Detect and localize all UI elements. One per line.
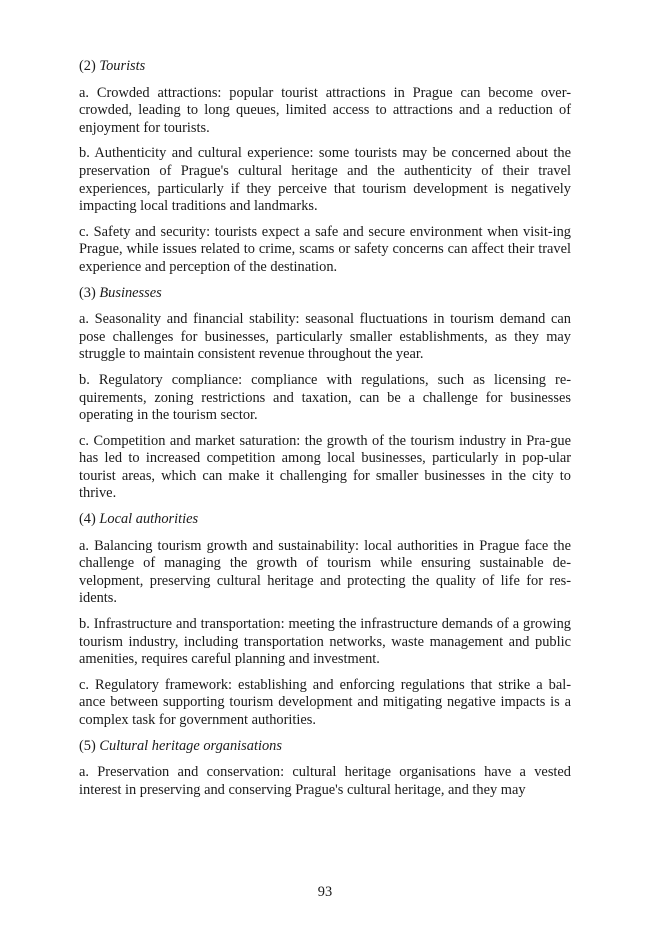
section-number: (4) [79, 511, 96, 528]
section-heading-businesses [79, 285, 571, 303]
paragraph: c. Regulatory framework: establishing and enforcing regulations that strike a bal-ance between supporting tourism development and mitigating negative impacts is a complex task for government authorities. [79, 676, 571, 728]
paragraph: b. Infrastructure and transportation: meeting the infrastructure demands of a growing tourism industry, including transportation networks, waste management and public amenities, requires careful planning and investment. [79, 616, 571, 668]
section-title: Businesses [99, 284, 162, 301]
paragraph: b. Regulatory compliance: compliance with regulations, such as licensing re-quirements, zoning restrictions and taxation, can be a challenge for businesses operating in the tourism sector. [79, 371, 571, 424]
section-number: (3) [79, 284, 96, 301]
paragraph: a. Balancing tourism growth and sustainability: local authorities in Prague face the challenge of managing the growth of tourism while ensuring sustainable de-velopment, preserving cultural heritage and protecting the quality of life for res-idents. [79, 537, 571, 607]
section-title: Tourists [99, 58, 146, 74]
page-body [79, 58, 571, 807]
paragraph: a. Preservation and conservation: cultural heritage organisations have a vested interest in preserving and conserving Prague's cultural heritage, and they may [79, 764, 571, 798]
section-number: (5) [79, 737, 96, 754]
section-heading-cultural-heritage-organisations [79, 738, 571, 756]
paragraph: a. Seasonality and financial stability: seasonal fluctuations in tourism demand can pose challenges for businesses, particularly smaller establishments, as they may struggle to maintain consistent revenue throughout the year. [79, 311, 571, 363]
section-title: Local authorities [99, 511, 199, 528]
section-heading-local-authorities [79, 511, 571, 529]
paragraph: b. Authenticity and cultural experience: some tourists may be concerned about the preservation of Prague's cultural heritage and the authenticity of their travel experiences, particularly if they perceive that tourism development is negatively impacting local traditions and landmarks. [79, 145, 571, 215]
paragraph: c. Competition and market saturation: the growth of the tourism industry in Pra-gue has led to increased competition among local businesses, particularly in pop-ular tourist areas, which can make it challenging for smaller businesses in the city to thrive. [79, 432, 571, 502]
section-heading-tourists [79, 58, 571, 76]
paragraph: a. Crowded attractions: popular tourist attractions in Prague can become over-crowded, leading to long queues, limited access to attractions and a reduction of enjoyment for tourists. [79, 84, 571, 136]
page-number: 93 [317, 884, 333, 900]
section-number: (2) [79, 58, 96, 74]
section-title: Cultural heritage organisations [99, 737, 282, 754]
paragraph: c. Safety and security: tourists expect a safe and secure environment when visit-ing Prague, while issues related to crime, scams or safety concerns can affect their travel experience and perception of the destination. [79, 223, 571, 275]
